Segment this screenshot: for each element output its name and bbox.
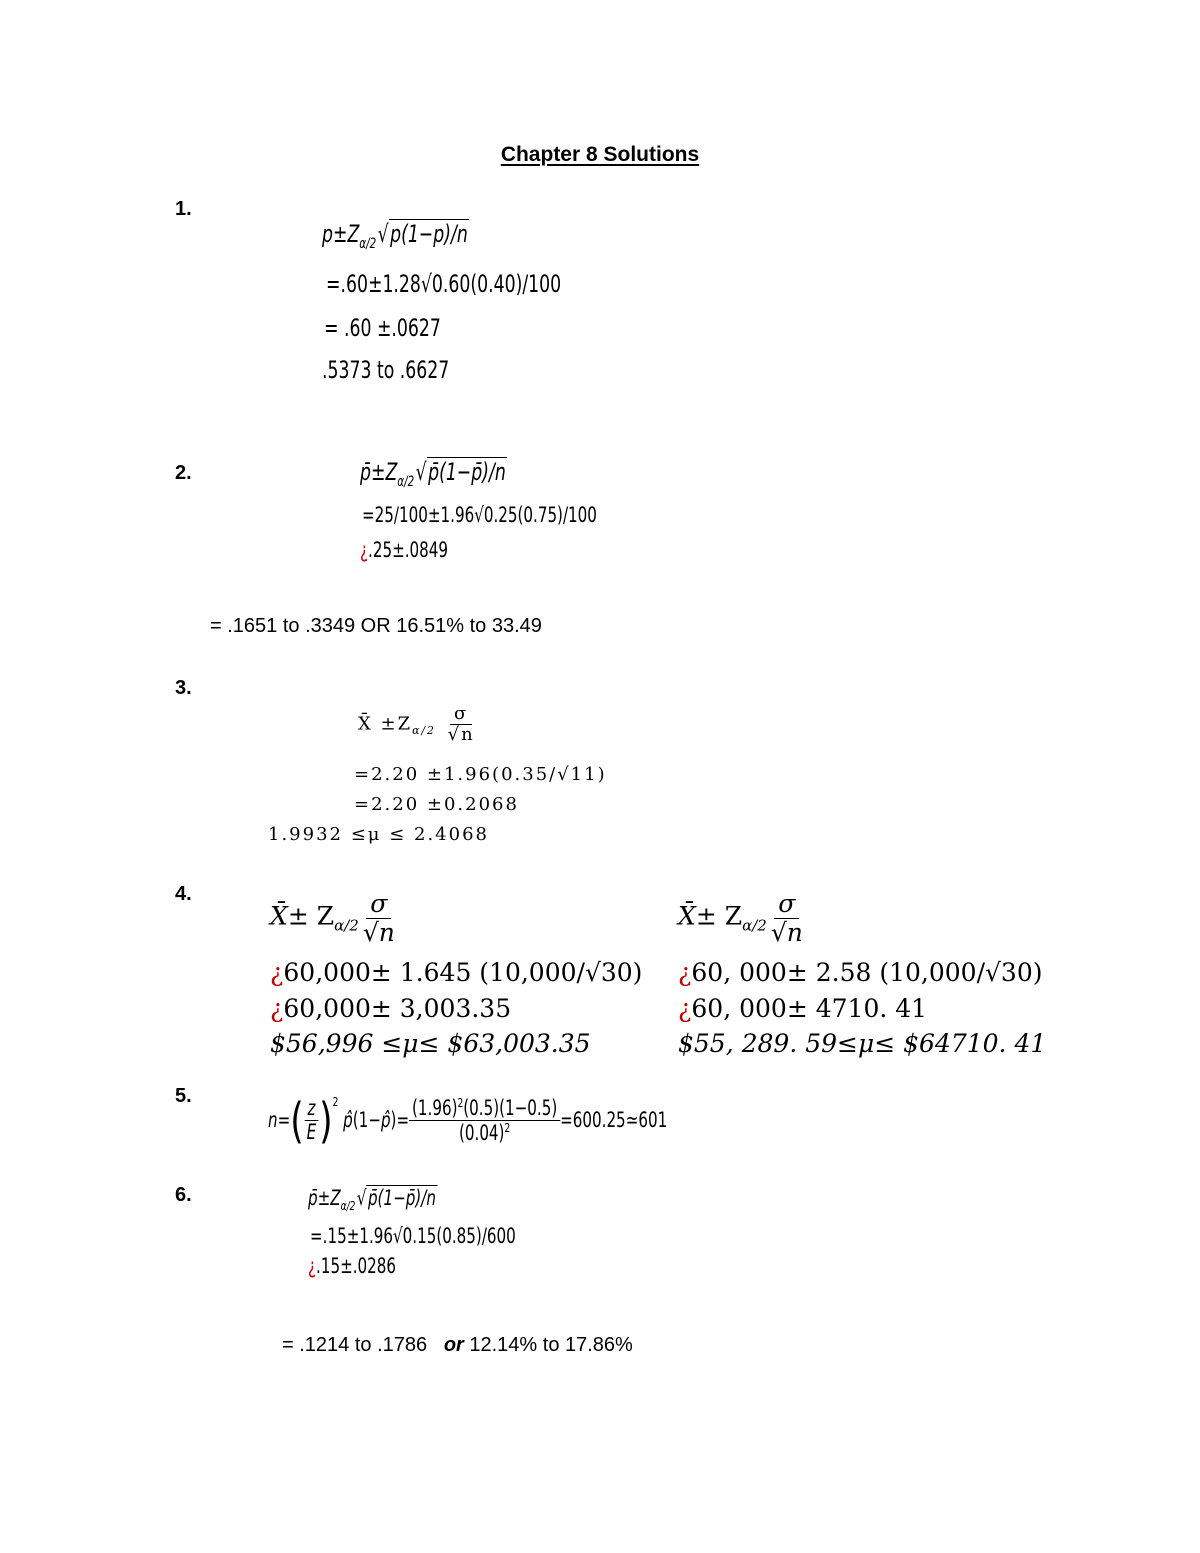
problem-4-right-line-2 bbox=[678, 996, 927, 1021]
problem-4-right-line-3: $55, 289. 59≤μ≤ $64710. 41 bbox=[678, 1029, 1047, 1058]
problem-4-number: 4. bbox=[175, 883, 192, 905]
problem-3-number: 3. bbox=[175, 677, 192, 699]
problem-3-line-2: =2.20 ±0.2068 bbox=[354, 794, 519, 815]
problem-4-right-line-1 bbox=[678, 960, 1042, 985]
problem-3-line-1: =2.20 ±1.96(0.35/√11) bbox=[354, 764, 607, 785]
problem-2-line-2-text: .25±.0849 bbox=[368, 538, 449, 562]
problem-1-line-2: = .60 ±.0627 bbox=[324, 314, 441, 342]
problem-6-number: 6. bbox=[175, 1184, 192, 1206]
problem-5-number: 5. bbox=[175, 1085, 192, 1107]
problem-6-formula: $p̄\pm Z_{\alpha/2}√p̄(1-p̄)/n$ bbox=[308, 1186, 436, 1214]
problem-5-result: =600.25≃601 bbox=[560, 1108, 668, 1133]
problem-3-line-3: 1.9932 ≤μ ≤ 2.4068 bbox=[268, 824, 489, 845]
problem-6-line-2-text: .15±.0286 bbox=[316, 1254, 397, 1278]
problem-5-formula: n = ( $\frac{z}{E}$ ) $^2$ p̂ (1− p̂ )= $\frac{(1.96)^2(0.5)(1-0.5)}{(0.04)^2}$ =600.25≃601 bbox=[268, 1092, 668, 1149]
problem-6-line-2 bbox=[308, 1256, 396, 1277]
problem-2-result: = .1651 to .3349 OR 16.51% to 33.49 bbox=[210, 615, 542, 637]
problem-4-right-formula: X̄± $Z_{\alpha/2}$ $\frac{\sigma}{√n}$ bbox=[678, 889, 803, 947]
problem-1-number: 1. bbox=[175, 198, 192, 220]
problem-2-number: 2. bbox=[175, 462, 192, 484]
problem-4-left-formula: X̄± $Z_{\alpha/2}$ $\frac{\sigma}{√n}$ bbox=[270, 889, 395, 947]
problem-4-left-line-3: $56,996 ≤μ≤ $63,003.35 bbox=[270, 1029, 591, 1058]
problem-1-line-3: .5373 to .6627 bbox=[322, 356, 450, 384]
inverted-question-mark: ¿ bbox=[678, 958, 692, 987]
problem-2-formula: $p̄\pm Z_{\alpha/2}√p̄(1-p̄)/n$ bbox=[360, 458, 506, 490]
problem-2-line-2 bbox=[360, 540, 448, 561]
problem-4-left-line-2-text: 60,000± 3,003.35 bbox=[283, 994, 512, 1023]
inverted-question-mark: ¿ bbox=[360, 538, 369, 562]
problem-4-right-line-1-text: 60, 000± 2.58 (10,000/√30) bbox=[691, 958, 1043, 987]
problem-4-right-line-2-text: 60, 000± 4710. 41 bbox=[691, 994, 928, 1023]
problem-4-left-line-1 bbox=[270, 960, 642, 985]
problem-1-line-1: =.60±1.28√0.60(0.40)/100 bbox=[326, 270, 562, 298]
inverted-question-mark: ¿ bbox=[308, 1254, 317, 1278]
problem-6-line-1: =.15±1.96√0.15(0.85)/600 bbox=[310, 1224, 516, 1248]
inverted-question-mark: ¿ bbox=[270, 994, 284, 1023]
problem-6-result-range: = .1214 to .1786 bbox=[282, 1334, 428, 1356]
problem-1-formula: $p\pm Z_{\alpha/2}√p(1-p)/n$ bbox=[322, 220, 468, 252]
problem-3-formula: X̄ $\pm Z_{\alpha/2}$ $\frac{\sigma}{√n}$ bbox=[358, 703, 475, 745]
problem-4-left-line-2 bbox=[270, 996, 511, 1021]
inverted-question-mark: ¿ bbox=[270, 958, 284, 987]
inverted-question-mark: ¿ bbox=[678, 994, 692, 1023]
problem-6-result bbox=[282, 1335, 633, 1355]
problem-6-percent: 12.14% to 17.86% bbox=[469, 1334, 633, 1356]
problem-4-left-line-1-text: 60,000± 1.645 (10,000/√30) bbox=[283, 958, 643, 987]
problem-2-line-1: =25/100±1.96√0.25(0.75)/100 bbox=[362, 503, 597, 527]
page-title: Chapter 8 Solutions bbox=[500, 143, 700, 166]
problem-6-or-word: or bbox=[443, 1334, 464, 1356]
